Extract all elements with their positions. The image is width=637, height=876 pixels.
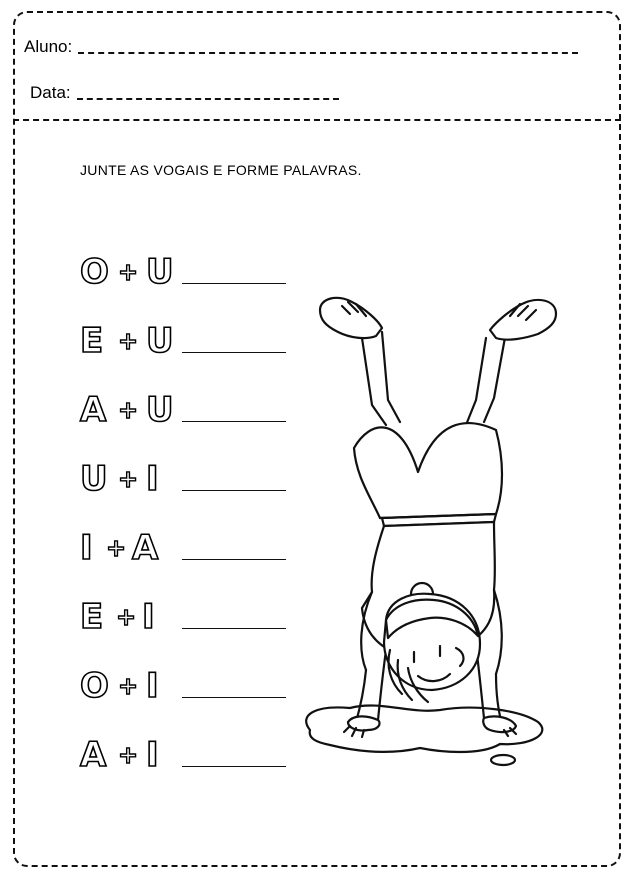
answer-line[interactable] bbox=[182, 766, 286, 767]
date-line[interactable] bbox=[77, 98, 339, 100]
second-vowel: U bbox=[146, 252, 174, 292]
answer-line[interactable] bbox=[182, 697, 286, 698]
date-label: Data: bbox=[30, 83, 71, 102]
student-name-field[interactable] bbox=[24, 37, 578, 57]
exercise-row bbox=[80, 252, 290, 292]
answer-line[interactable] bbox=[182, 421, 286, 422]
first-vowel: U bbox=[80, 459, 108, 499]
plus-sign: + bbox=[118, 396, 139, 424]
first-vowel: E bbox=[80, 597, 104, 637]
plus-sign: + bbox=[116, 603, 137, 631]
first-vowel: I bbox=[80, 528, 93, 568]
exercise-row bbox=[80, 735, 290, 775]
left-hand bbox=[348, 716, 380, 730]
exercise-row bbox=[80, 666, 290, 706]
second-vowel: U bbox=[146, 390, 174, 430]
second-vowel: A bbox=[132, 528, 159, 568]
instruction-text: JUNTE AS VOGAIS E FORME PALAVRAS. bbox=[80, 162, 362, 178]
second-vowel: I bbox=[146, 666, 159, 706]
second-vowel: U bbox=[146, 321, 174, 361]
exercise-row bbox=[80, 390, 290, 430]
plus-sign: + bbox=[118, 741, 139, 769]
first-vowel: E bbox=[80, 321, 104, 361]
handstand-boy-illustration bbox=[290, 290, 560, 770]
shorts bbox=[354, 423, 502, 518]
exercise-row bbox=[80, 597, 290, 637]
exercise-row bbox=[80, 321, 290, 361]
answer-line[interactable] bbox=[182, 628, 286, 629]
second-vowel: I bbox=[146, 459, 159, 499]
right-shoe bbox=[490, 300, 556, 340]
answer-line[interactable] bbox=[182, 352, 286, 353]
first-vowel: A bbox=[80, 735, 107, 775]
first-vowel: O bbox=[80, 666, 109, 706]
answer-line[interactable] bbox=[182, 559, 286, 560]
right-leg bbox=[466, 338, 486, 425]
plus-sign: + bbox=[118, 672, 139, 700]
left-leg bbox=[362, 338, 386, 425]
answer-line[interactable] bbox=[182, 283, 286, 284]
exercise-row bbox=[80, 459, 290, 499]
first-vowel: O bbox=[80, 252, 109, 292]
plus-sign: + bbox=[118, 258, 139, 286]
plus-sign: + bbox=[118, 465, 139, 493]
second-vowel: I bbox=[142, 597, 155, 637]
plus-sign: + bbox=[118, 327, 139, 355]
student-name-label: Aluno: bbox=[24, 37, 73, 56]
puddle-drop bbox=[491, 755, 515, 765]
answer-line[interactable] bbox=[182, 490, 286, 491]
exercise-row bbox=[80, 528, 290, 568]
date-field[interactable] bbox=[30, 83, 339, 103]
header-divider bbox=[13, 119, 621, 121]
plus-sign: + bbox=[106, 534, 127, 562]
student-name-line[interactable] bbox=[78, 52, 578, 54]
first-vowel: A bbox=[80, 390, 107, 430]
second-vowel: I bbox=[146, 735, 159, 775]
